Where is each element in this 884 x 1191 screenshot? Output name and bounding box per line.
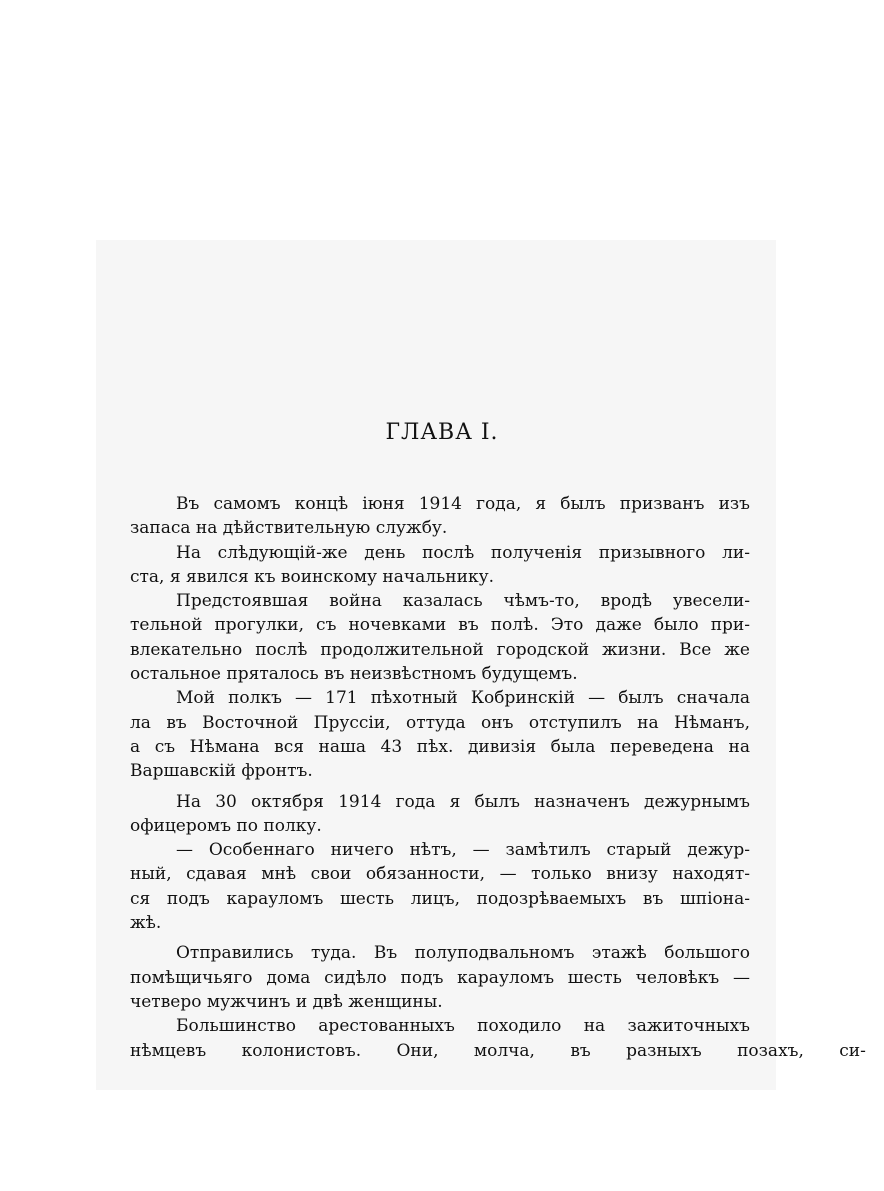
text-line: ный, сдавая мнѣ свои обязанности, — только внизу находят-: [130, 864, 750, 885]
text-line: ся подъ карауломъ шесть лицъ, подозрѣваемыхъ въ шпіона-: [130, 888, 750, 909]
text-line: Въ самомъ концѣ іюня 1914 года, я былъ призванъ изъ: [176, 494, 750, 514]
text-line: офицеромъ по полку.: [130, 815, 322, 836]
text-line: — Особеннаго ничего нѣтъ, — замѣтилъ старый дежур-: [176, 840, 750, 861]
text-line: запаса на дѣйствительную службу.: [130, 518, 448, 539]
text-line: жѣ.: [130, 913, 162, 934]
text-line: ла въ Восточной Пруссіи, оттуда онъ отступилъ на Нѣманъ,: [130, 712, 750, 733]
text-line: тельной прогулки, съ ночевками въ полѣ. Это даже было при-: [130, 615, 750, 636]
text-line: а съ Нѣмана вся наша 43 пѣх. дивизія была переведена на: [130, 736, 750, 757]
text-line: остальное пряталось въ неизвѣстномъ будущемъ.: [130, 664, 578, 685]
text-line: На 30 октября 1914 года я былъ назначенъ дежурнымъ: [176, 791, 750, 812]
text-line: Предстоявшая война казалась чѣмъ-то, вродѣ увесели-: [176, 591, 750, 612]
text-line: влекательно послѣ продолжительной городской жизни. Все же: [130, 639, 750, 660]
text-line: четверо мужчинъ и двѣ женщины.: [130, 991, 443, 1012]
text-line: На слѣдующій-же день послѣ полученія призывного ли-: [176, 542, 750, 563]
text-line: помѣщичьяго дома сидѣло подъ карауломъ шесть человѣкъ —: [130, 967, 750, 988]
body-text: [130, 492, 866, 1063]
text-line: ста, я явился къ воинскому начальнику.: [130, 566, 494, 587]
chapter-title: ГЛАВА I.: [385, 420, 499, 445]
text-line: Отправились туда. Въ полуподвальномъ этажѣ большого: [176, 943, 750, 964]
text-line: Большинство арестованныхъ походило на зажиточныхъ: [176, 1016, 750, 1037]
text-line: Варшавскій фронтъ.: [130, 761, 313, 782]
text-line: нѣмцевъ колонистовъ. Они, молча, въ разныхъ позахъ, си-: [130, 1040, 866, 1061]
text-line: Мой полкъ — 171 пѣхотный Кобринскій — былъ сначала: [176, 688, 750, 709]
